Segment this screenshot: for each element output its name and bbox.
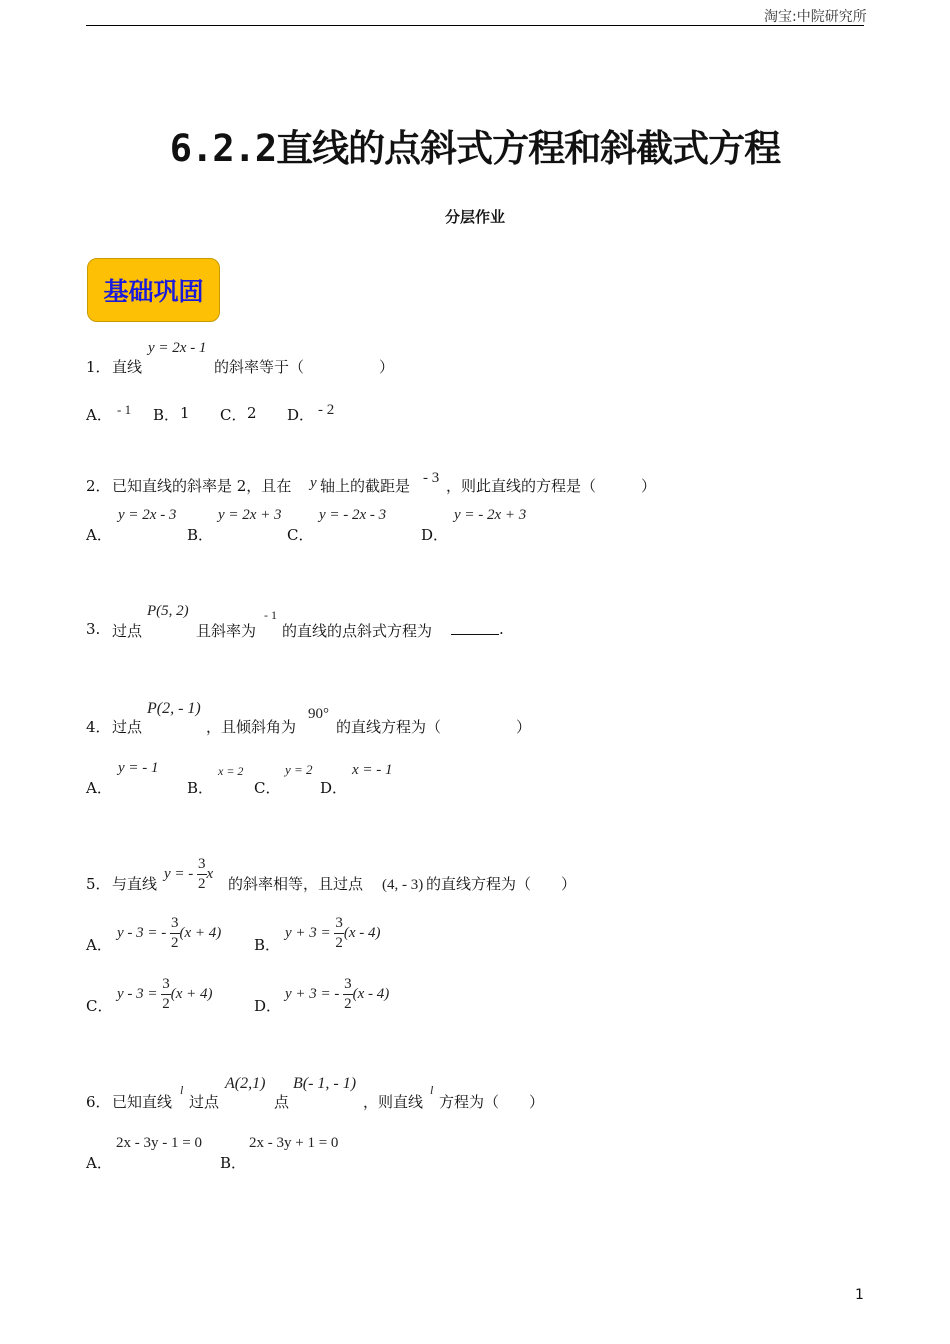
q6-point-a: A(2,1) [225, 1075, 266, 1092]
q2-text-pre: 已知直线的斜率是 2，且在 [112, 477, 292, 495]
q5-option-a-rhs: (x + 4) [179, 924, 222, 941]
q6-option-a-label: A． [86, 1154, 112, 1172]
q5-option-b-numerator: 3 [335, 915, 343, 931]
q6-text-mid2: 点 [274, 1093, 290, 1111]
q2-option-d-label: D． [421, 526, 449, 544]
q5-option-b-label: B． [254, 936, 281, 954]
q5-option-b-fraction [334, 916, 344, 951]
q4-option-b-value: x = 2 [218, 764, 244, 778]
q5-eq-fraction [197, 857, 207, 892]
q1-option-a-value: - 1 [117, 402, 132, 417]
q2-variable: y [310, 475, 317, 491]
page-title: 6.2.2直线的点斜式方程和斜截式方程 [169, 127, 781, 170]
q5-option-d-value [285, 977, 389, 1012]
q1-text-post: 的斜率等于（ ） [214, 358, 395, 376]
q5-eq-variable: x [206, 865, 214, 882]
q5-text-post: 的直线方程为（ ） [426, 875, 577, 893]
q4-text-pre: 过点 [112, 718, 143, 736]
q5-eq-numerator: 3 [198, 856, 206, 872]
q5-option-d-label: D． [254, 997, 282, 1015]
q3-text-end: . [499, 620, 504, 638]
q2-number: 2． [86, 477, 111, 495]
q3-point: P(5, 2) [147, 603, 189, 619]
q6-point-b: B(- 1, - 1) [293, 1075, 357, 1092]
q5-option-c-numerator: 3 [162, 976, 170, 992]
q4-option-c-value: y = 2 [285, 762, 313, 777]
q3-text-post: 的直线的点斜式方程为 [282, 622, 433, 640]
q5-option-a-value [117, 916, 221, 951]
q6-option-b-label: B． [220, 1154, 247, 1172]
q3-slope: - 1 [264, 608, 277, 622]
q5-option-b-value [285, 916, 381, 951]
q6-option-b-value: 2x - 3y + 1 = 0 [249, 1135, 339, 1151]
q1-number: 1． [86, 358, 111, 376]
q1-option-b-label: B． [153, 406, 180, 424]
q4-option-a-label: A． [86, 779, 112, 797]
q5-text-pre: 与直线 [112, 875, 158, 893]
q2-option-c-label: C． [287, 526, 314, 544]
q5-option-c-lhs: y - 3 = [117, 985, 158, 1002]
q1-equation: y = 2x - 1 [148, 340, 207, 356]
q1-option-c-value: 2 [247, 404, 257, 422]
q5-option-a-numerator: 3 [171, 915, 179, 931]
q4-option-b-label: B． [187, 779, 214, 797]
q5-option-c-denominator: 2 [162, 996, 170, 1012]
q5-option-a-fraction [170, 916, 180, 951]
q4-point: P(2, - 1) [147, 700, 201, 717]
q2-option-b-value: y = 2x + 3 [218, 507, 282, 523]
q5-option-c-label: C． [86, 997, 113, 1015]
q2-option-a-value: y = 2x - 3 [118, 507, 177, 523]
q1-option-d-value: - 2 [318, 402, 335, 418]
q4-number: 4． [86, 718, 111, 736]
q3-text-pre: 过点 [112, 622, 143, 640]
q5-option-c-value [117, 977, 213, 1012]
q5-option-d-denominator: 2 [344, 996, 352, 1012]
q5-option-d-fraction [343, 977, 353, 1012]
section-badge [87, 258, 220, 322]
q5-option-a-denominator: 2 [171, 935, 179, 951]
q6-text-post: 方程为（ ） [439, 1093, 545, 1111]
q1-option-d-label: D． [287, 406, 315, 424]
q4-option-d-value: x = - 1 [352, 762, 393, 778]
q2-text-mid: 轴上的截距是 [320, 477, 411, 495]
q6-text-pre: 已知直线 [112, 1093, 173, 1111]
q1-option-a-label: A． [86, 406, 112, 424]
q6-option-a-value: 2x - 3y - 1 = 0 [116, 1135, 202, 1151]
q5-option-d-rhs: (x - 4) [352, 985, 390, 1002]
q6-line-l: l [180, 1083, 184, 1097]
q6-line-l-2: l [430, 1083, 434, 1097]
page-subtitle: 分层作业 [444, 208, 505, 226]
q2-option-b-label: B． [187, 526, 214, 544]
q3-text-mid: 且斜率为 [196, 622, 257, 640]
q5-option-b-lhs: y + 3 = [285, 924, 331, 941]
q1-option-b-value: 1 [180, 404, 190, 422]
q2-text-post: ，则此直线的方程是（ ） [446, 477, 657, 495]
q2-option-d-value: y = - 2x + 3 [454, 507, 527, 523]
q6-text-mid3: ，则直线 [363, 1093, 424, 1111]
q5-option-c-rhs: (x + 4) [170, 985, 213, 1002]
q5-number: 5． [86, 875, 111, 893]
q6-number: 6． [86, 1093, 111, 1111]
q6-text-mid1: 过点 [189, 1093, 220, 1111]
q4-option-a-value: y = - 1 [118, 760, 159, 776]
q5-option-b-rhs: (x - 4) [343, 924, 381, 941]
header-source: 淘宝:中院研究所 [764, 9, 867, 25]
q5-text-mid: 的斜率相等，且过点 [228, 875, 364, 893]
q1-text-pre: 直线 [112, 358, 143, 376]
q2-option-a-label: A． [86, 526, 112, 544]
section-badge-label: 基础巩固 [103, 277, 204, 306]
q2-intercept: - 3 [423, 470, 440, 486]
q5-point: (4, - 3) [382, 877, 424, 893]
header-divider [86, 25, 864, 26]
q5-option-d-numerator: 3 [344, 976, 352, 992]
q5-option-a-lhs: y - 3 = - [117, 924, 167, 941]
q3-answer-blank[interactable] [451, 620, 499, 639]
q4-angle: 90° [308, 706, 329, 722]
q4-text-mid: ，且倾斜角为 [206, 718, 297, 736]
page-number: 1 [855, 1287, 864, 1303]
q4-option-c-label: C． [254, 779, 281, 797]
q2-option-c-value: y = - 2x - 3 [319, 507, 387, 523]
q5-option-a-label: A． [86, 936, 112, 954]
q5-eq-denominator: 2 [198, 876, 206, 892]
q5-equation [164, 857, 213, 892]
q4-option-d-label: D． [320, 779, 348, 797]
q1-option-c-label: C． [220, 406, 247, 424]
q5-eq-lhs: y = - [164, 865, 194, 882]
q5-option-b-denominator: 2 [335, 935, 343, 951]
q3-number: 3. [86, 620, 101, 638]
q4-text-post: 的直线方程为（ ） [336, 718, 532, 736]
q5-option-c-fraction [161, 977, 171, 1012]
q5-option-d-lhs: y + 3 = - [285, 985, 340, 1002]
